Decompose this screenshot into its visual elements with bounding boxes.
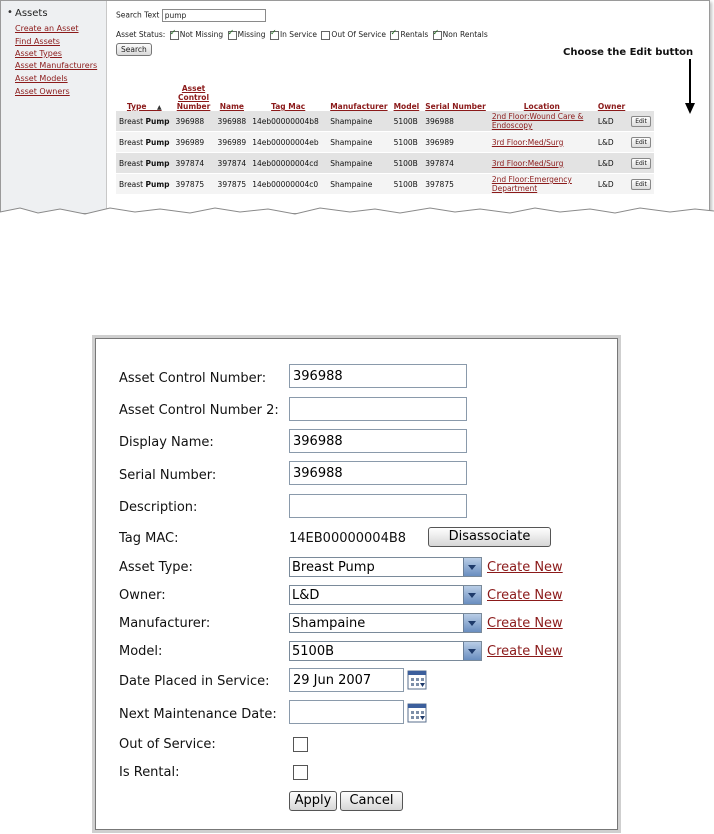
cell-acn: 397874	[173, 153, 215, 174]
missing-label: Missing	[237, 30, 266, 39]
date-placed-in-service-label: Date Placed in Service:	[119, 674, 270, 689]
edit-button[interactable]: Edit	[631, 116, 651, 127]
col-model[interactable]: Model	[393, 102, 420, 111]
cell-type: Breast Pump	[116, 153, 173, 174]
sidebar-link-asset-owners[interactable]: Asset Owners	[15, 87, 70, 96]
non-rentals-checkbox[interactable]	[433, 31, 442, 40]
calendar-icon[interactable]	[407, 703, 427, 723]
sidebar-link-asset-types[interactable]: Asset Types	[15, 49, 62, 58]
cell-manufacturer: Shampaine	[327, 111, 390, 132]
cell-manufacturer: Shampaine	[327, 153, 390, 174]
assets-table	[116, 77, 654, 195]
asset-type-select[interactable]: Breast Pump	[289, 557, 482, 577]
sidebar-link-asset-manufacturers[interactable]: Asset Manufacturers	[15, 61, 98, 70]
model-select[interactable]: 5100B	[289, 641, 482, 661]
missing-checkbox[interactable]	[228, 31, 237, 40]
cell-location-link[interactable]: 3rd Floor:Med/Surg	[489, 153, 595, 174]
cell-model: 5100B	[391, 174, 423, 195]
cell-serial: 396988	[422, 111, 489, 132]
is-rental-label: Is Rental:	[119, 765, 180, 780]
col-type[interactable]: Type ▲	[126, 102, 162, 111]
next-maintenance-date-label: Next Maintenance Date:	[119, 707, 277, 722]
cell-name: 397875	[215, 174, 250, 195]
asset-list-screenshot	[0, 0, 710, 214]
asset-type-label: Asset Type:	[119, 560, 193, 575]
edit-button[interactable]: Edit	[631, 179, 651, 190]
cell-tag-mac: 14eb00000004cd	[249, 153, 327, 174]
edit-button[interactable]: Edit	[631, 137, 651, 148]
cancel-button[interactable]: Cancel	[340, 791, 403, 811]
cell-location-link[interactable]: 2nd Floor:Wound Care & Endoscopy	[489, 111, 595, 132]
cell-acn: 396989	[173, 132, 215, 153]
cell-type: Breast Pump	[116, 132, 173, 153]
manufacturer-create-new-link[interactable]: Create New	[487, 616, 563, 631]
cell-model: 5100B	[391, 111, 423, 132]
serial-number-label: Serial Number:	[119, 468, 217, 483]
is-rental-checkbox[interactable]	[293, 765, 308, 780]
cell-owner: L&D	[595, 132, 628, 153]
rentals-checkbox[interactable]	[390, 31, 399, 40]
out-of-service-label: Out Of Service	[331, 30, 387, 39]
model-label: Model:	[119, 644, 163, 659]
col-serial-number[interactable]: Serial Number	[425, 102, 486, 111]
cell-model: 5100B	[391, 153, 423, 174]
manufacturer-label: Manufacturer:	[119, 616, 211, 631]
col-location[interactable]: Location	[523, 102, 560, 111]
description-field[interactable]	[289, 494, 467, 518]
table-row	[116, 111, 654, 132]
table-row	[116, 174, 654, 195]
sidebar	[1, 1, 107, 213]
out-of-service-checkbox[interactable]	[293, 737, 308, 752]
owner-create-new-link[interactable]: Create New	[487, 588, 563, 603]
cell-owner: L&D	[595, 153, 628, 174]
cell-location-link[interactable]: 3rd Floor:Med/Surg	[489, 132, 595, 153]
model-create-new-link[interactable]: Create New	[487, 644, 563, 659]
not-missing-checkbox[interactable]	[170, 31, 179, 40]
arrow-down-icon	[684, 59, 696, 115]
table-row	[116, 153, 654, 174]
cell-tag-mac: 14eb00000004eb	[249, 132, 327, 153]
dropdown-arrow-icon[interactable]	[463, 642, 481, 660]
asset-status-label: Asset Status:	[116, 30, 166, 39]
non-rentals-label: Non Rentals	[442, 30, 488, 39]
sidebar-link-find-assets[interactable]: Find Assets	[15, 37, 60, 46]
col-name[interactable]: Name	[219, 102, 244, 111]
cell-serial: 396989	[422, 132, 489, 153]
col-asset-control-number[interactable]: Asset Control Number	[176, 84, 211, 111]
cell-type: Breast Pump	[116, 174, 173, 195]
torn-edge	[0, 200, 714, 220]
cell-acn: 396988	[173, 111, 215, 132]
serial-number-field[interactable]: 396988	[289, 461, 467, 485]
col-tag-mac[interactable]: Tag Mac	[271, 102, 306, 111]
in-service-label: In Service	[279, 30, 318, 39]
asset-type-create-new-link[interactable]: Create New	[487, 560, 563, 575]
cell-serial: 397874	[422, 153, 489, 174]
cell-name: 397874	[215, 153, 250, 174]
asset-control-number-2-field[interactable]	[289, 397, 467, 421]
cell-owner: L&D	[595, 174, 628, 195]
dropdown-arrow-icon[interactable]	[463, 614, 481, 632]
dropdown-arrow-icon[interactable]	[463, 586, 481, 604]
tag-mac-value: 14EB00000004B8	[289, 531, 407, 546]
bullet-icon: •	[7, 7, 13, 18]
tag-mac-label: Tag MAC:	[119, 531, 179, 546]
search-text-label: Search Text	[116, 10, 160, 20]
sidebar-link-asset-models[interactable]: Asset Models	[15, 74, 68, 83]
sidebar-heading: Assets	[15, 8, 48, 19]
asset-control-number-label: Asset Control Number:	[119, 371, 267, 386]
table-row	[116, 132, 654, 153]
out-of-service-checkbox[interactable]	[321, 31, 330, 40]
sort-asc-icon: ▲	[156, 104, 162, 111]
owner-select[interactable]: L&D	[289, 585, 482, 605]
cell-tag-mac: 14eb00000004c0	[249, 174, 327, 195]
asset-control-number-2-label: Asset Control Number 2:	[119, 403, 279, 418]
edit-button[interactable]: Edit	[631, 158, 651, 169]
calendar-icon[interactable]	[407, 670, 427, 690]
date-placed-in-service-field[interactable]: 29 Jun 2007	[289, 668, 404, 692]
next-maintenance-date-field[interactable]	[289, 700, 404, 724]
cell-location-link[interactable]: 2nd Floor:Emergency Department	[489, 174, 595, 195]
cell-model: 5100B	[391, 132, 423, 153]
owner-label: Owner:	[119, 588, 166, 603]
display-name-field[interactable]: 396988	[289, 429, 467, 453]
cell-acn: 397875	[173, 174, 215, 195]
cell-manufacturer: Shampaine	[327, 132, 390, 153]
dropdown-arrow-icon[interactable]	[463, 558, 481, 576]
cell-name: 396988	[215, 111, 250, 132]
col-manufacturer[interactable]: Manufacturer	[330, 102, 388, 111]
not-missing-label: Not Missing	[179, 30, 224, 39]
edit-asset-form	[95, 338, 618, 830]
asset-control-number-field[interactable]: 396988	[289, 364, 467, 388]
cell-manufacturer: Shampaine	[327, 174, 390, 195]
search-input[interactable]: pump	[162, 9, 266, 22]
col-owner[interactable]: Owner	[597, 102, 626, 111]
description-label: Description:	[119, 500, 198, 515]
display-name-label: Display Name:	[119, 435, 214, 450]
cell-owner: L&D	[595, 111, 628, 132]
search-button[interactable]: Search	[116, 43, 152, 56]
cell-serial: 397875	[422, 174, 489, 195]
edit-instruction-callout: Choose the Edit button	[563, 47, 694, 58]
disassociate-button[interactable]: Disassociate	[428, 527, 551, 547]
apply-button[interactable]: Apply	[289, 791, 337, 811]
cell-tag-mac: 14eb00000004b8	[249, 111, 327, 132]
rentals-label: Rentals	[400, 30, 429, 39]
in-service-checkbox[interactable]	[270, 31, 279, 40]
cell-type: Breast Pump	[116, 111, 173, 132]
sidebar-link-create-asset[interactable]: Create an Asset	[15, 24, 79, 33]
out-of-service-label: Out of Service:	[119, 737, 216, 752]
manufacturer-select[interactable]: Shampaine	[289, 613, 482, 633]
cell-name: 396989	[215, 132, 250, 153]
